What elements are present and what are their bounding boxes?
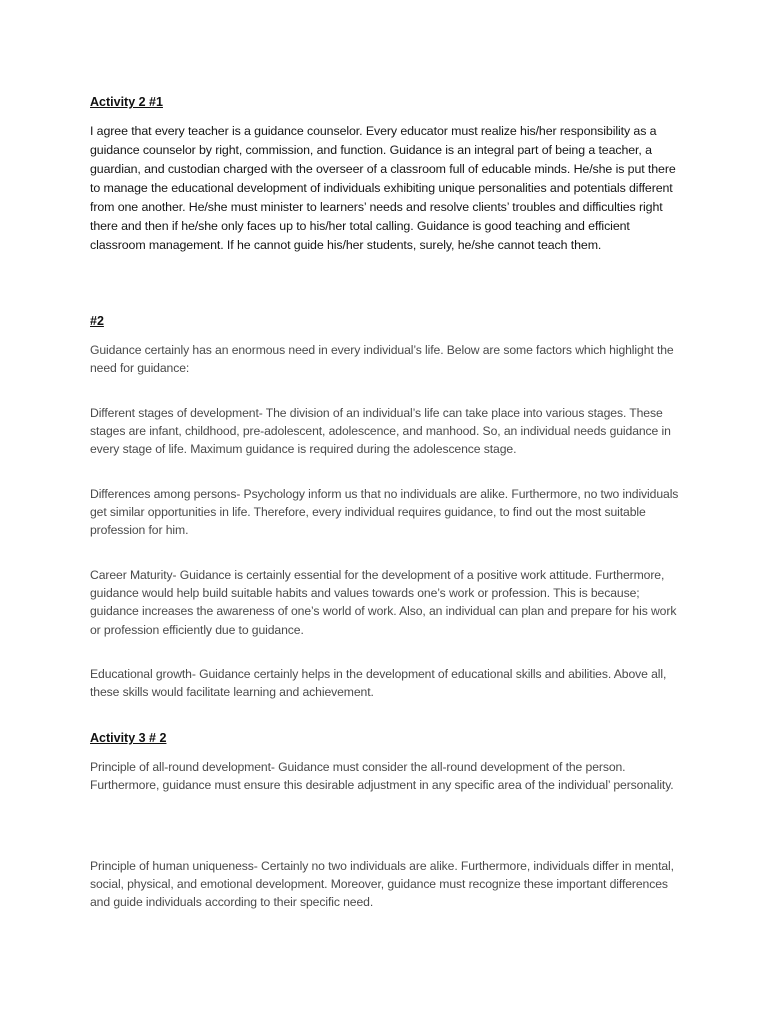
factor-differences-among-persons: Differences among persons- Psychology inform us that no individuals are alike. Furthermore, no two individuals get similar opportunities in life. Therefore, every individual requires guidance, to find out the most suitable profession for him. (90, 487, 679, 538)
factor-stages-of-development: Different stages of development- The division of an individual’s life can take place into various stages. These stages are infant, childhood, pre-adolescent, adolescence, and manhood. So, an individual needs guidance in every stage of life. Maximum guidance is required during the adolescence stage. (90, 406, 671, 457)
factor-career-maturity: Career Maturity- Guidance is certainly essential for the development of a positive work attitude. Furthermore, guidance would help build suitable habits and values towards one’s work or profession. This is because; guidance increases the awareness of one’s world of work. Also, an individual can plan and prepare for his work or profession efficiently due to guidance. (90, 568, 677, 637)
activity-2-paragraph: I agree that every teacher is a guidance counselor. Every educator must realize his/her responsibility as a guidance counselor by right, commission, and function. Guidance is an integral part of being a teacher, a guardian, and custodian charged with the overseer of a classroom full of educable minds. He/she is put there to manage the educational development of individuals exhibiting unique personalities and potentials different from one another. He/she must minister to learners’ needs and resolve clients’ troubles and difficulties right there and then if he/she only faces up to his/her total calling. Guidance is good teaching and efficient classroom management. If he cannot guide his/her students, surely, he/she cannot teach them. (90, 124, 676, 252)
guidance-need-intro: Guidance certainly has an enormous need in every individual’s life. Below are some factors which highlight the need for guidance: (90, 343, 674, 376)
activity-2-heading: Activity 2 #1 (90, 95, 163, 109)
principle-human-uniqueness: Principle of human uniqueness- Certainly no two individuals are alike. Furthermore, individuals differ in mental, social, physical, and emotional development. Moreover, guidance must recognize these important differences and guide individuals according to their specific need. (90, 859, 674, 910)
activity-3-heading: Activity 3 # 2 (90, 731, 167, 745)
factor-educational-growth: Educational growth- Guidance certainly helps in the development of educational skills and abilities. Above all, these skills would facilitate learning and achievement. (90, 667, 667, 700)
section-2-heading: #2 (90, 314, 104, 328)
principle-all-round-development: Principle of all-round development- Guidance must consider the all-round development of the person. Furthermore, guidance must ensure this desirable adjustment in any specific area of the individual’ personality. (90, 760, 674, 793)
